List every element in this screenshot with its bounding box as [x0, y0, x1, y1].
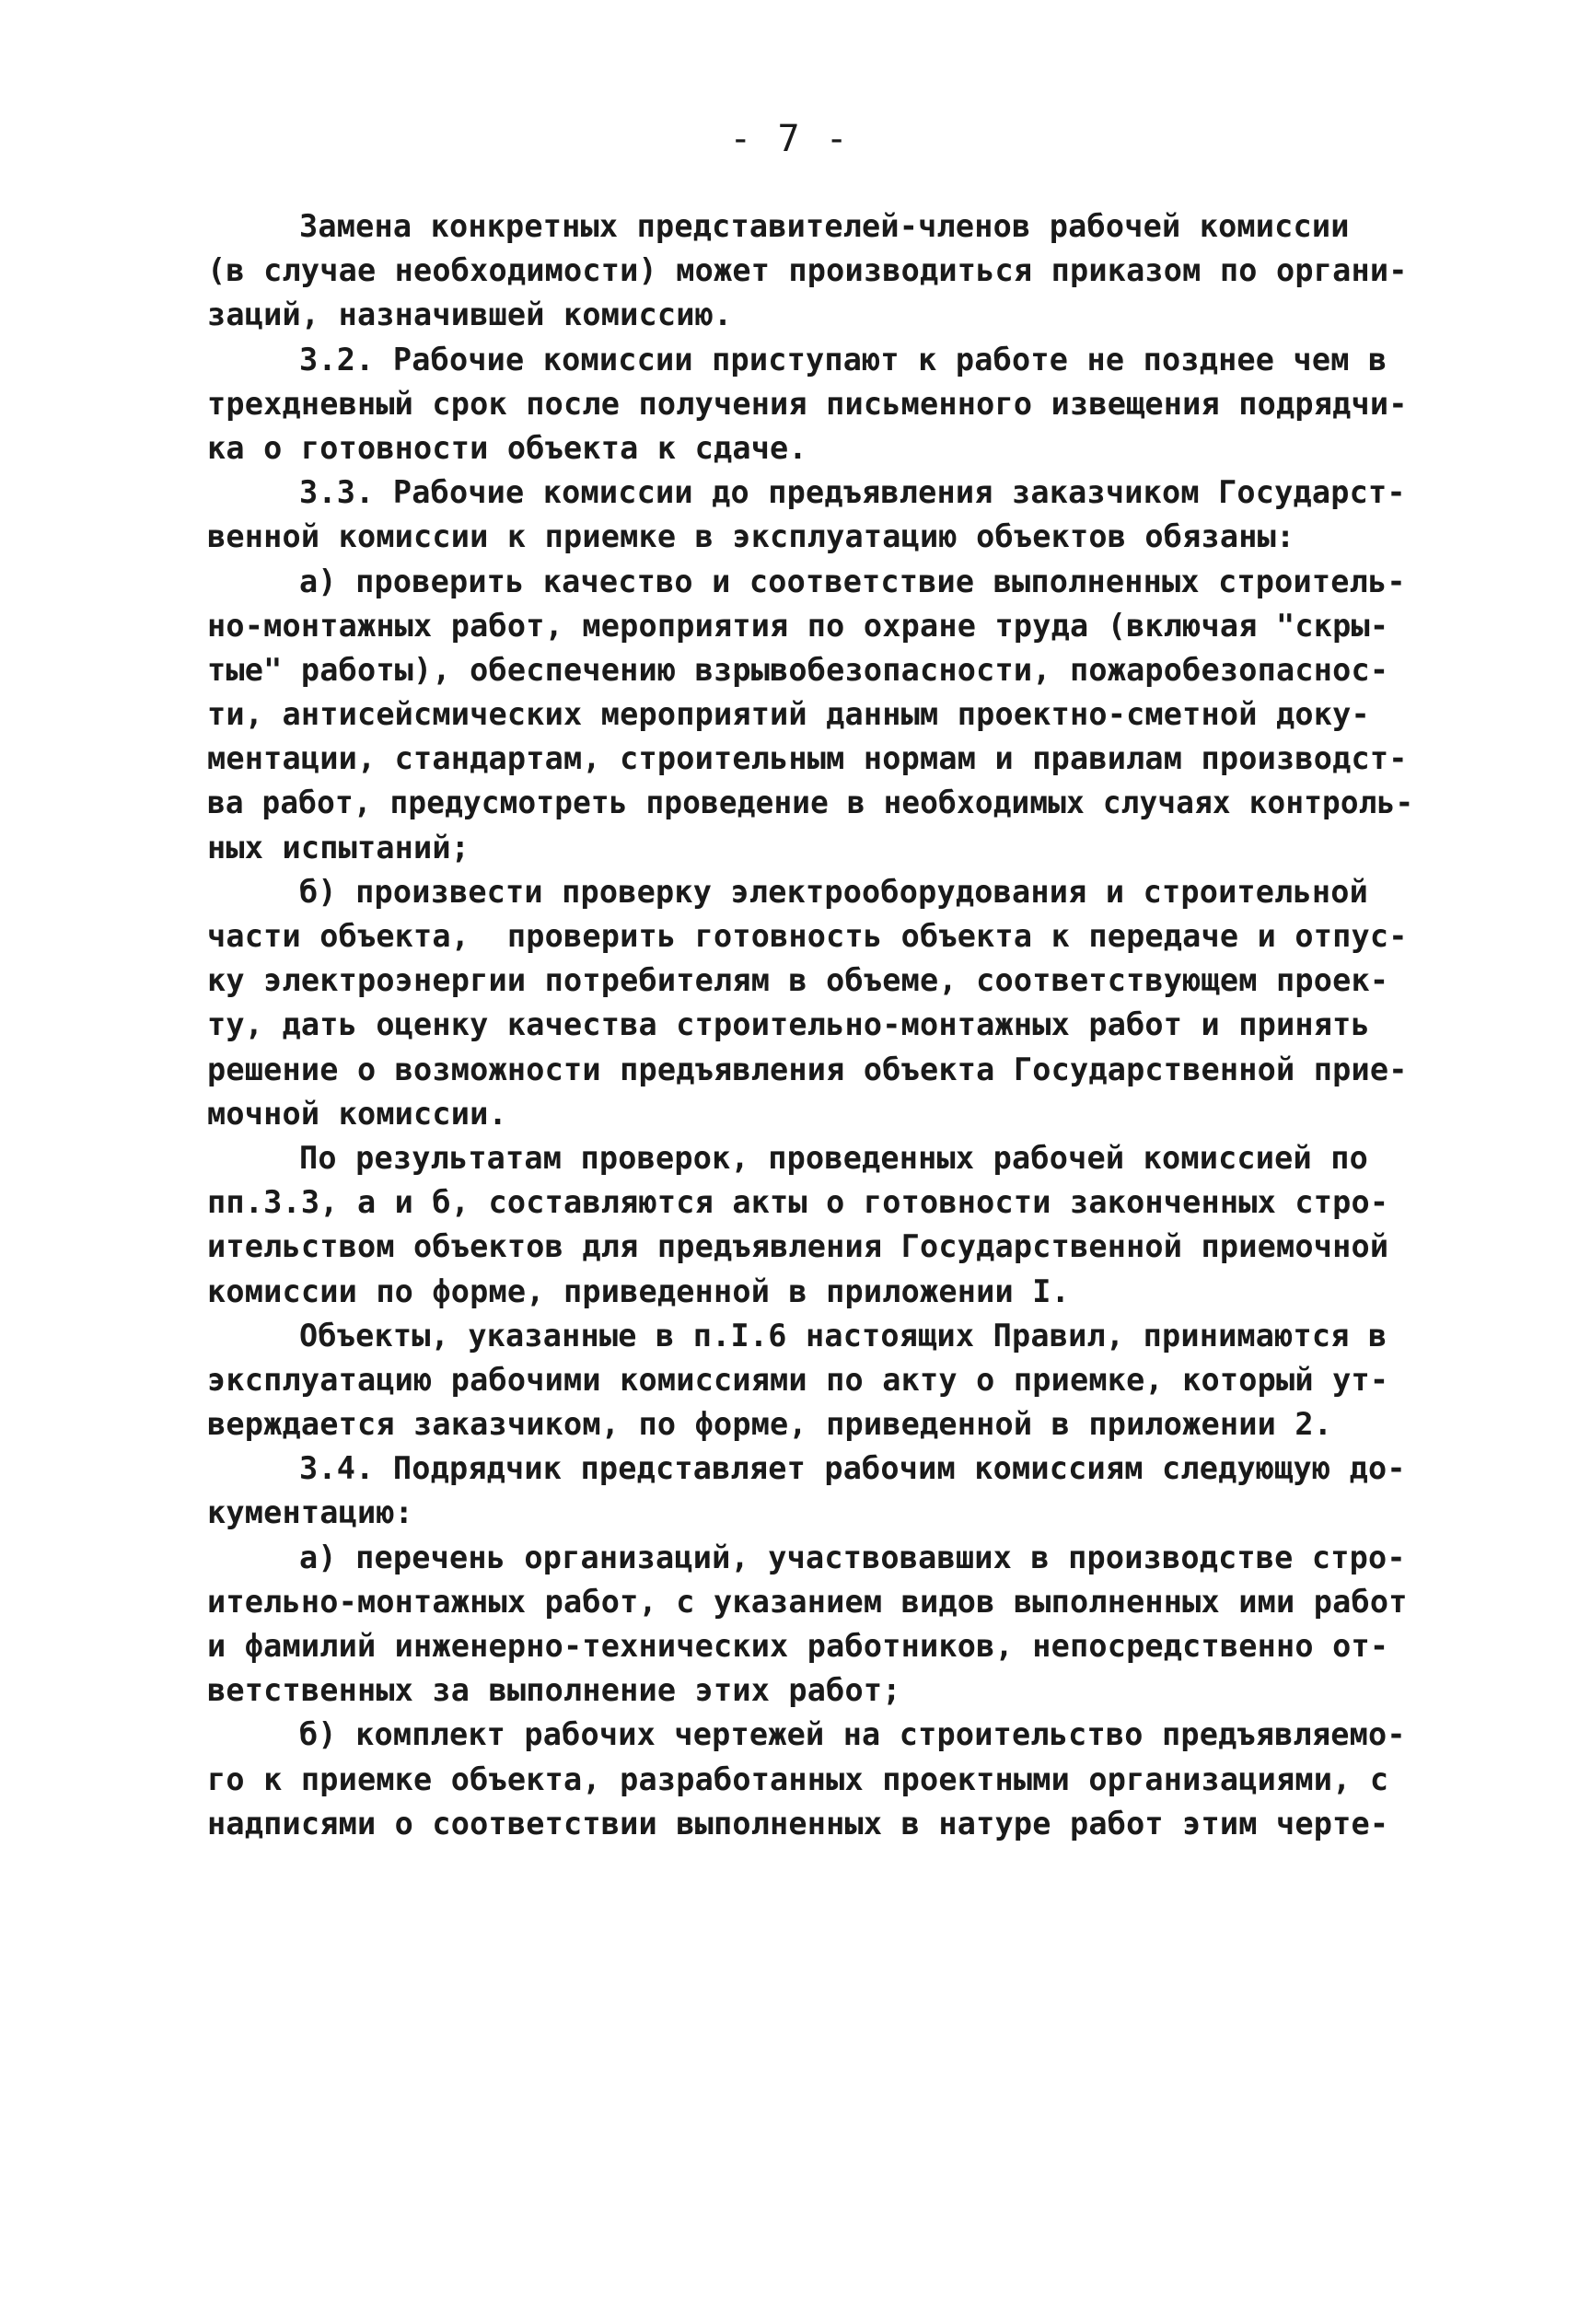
- text-line: ка о готовности объекта к сдаче.: [207, 429, 807, 466]
- text-line: решение о возможности предъявления объекта Государственной прие-: [207, 1051, 1408, 1087]
- text-line: части объекта, проверить готовность объекта к передаче и отпус-: [207, 918, 1408, 954]
- text-line: 3.3. Рабочие комиссии до предъявления заказчиком Государст-: [299, 474, 1406, 511]
- text-line: б) комплект рабочих чертежей на строительство предъявляемо-: [299, 1716, 1406, 1753]
- text-line: верждается заказчиком, по форме, приведенной в приложении 2.: [207, 1406, 1333, 1443]
- text-line: мочной комиссии.: [207, 1095, 507, 1132]
- text-line: Объекты, указанные в п.I.6 настоящих Правил, принимаются в: [299, 1317, 1387, 1354]
- text-line: б) произвести проверку электрооборудования и строительной: [299, 873, 1369, 910]
- text-line: но-монтажных работ, мероприятия по охране труда (включая "скры-: [207, 607, 1389, 644]
- text-line: эксплуатацию рабочими комиссиями по акту о приемке, который ут-: [207, 1361, 1389, 1398]
- text-line: ку электроэнергии потребителям в объеме, соответствующем проек-: [207, 962, 1389, 999]
- text-line: и фамилий инженерно-технических работников, непосредственно от-: [207, 1628, 1389, 1664]
- text-line: комиссии по форме, приведенной в приложении I.: [207, 1272, 1070, 1309]
- text-line: ментации, стандартам, строительным нормам и правилам производст-: [207, 740, 1408, 777]
- text-line: ительно-монтажных работ, с указанием видов выполненных ими работ: [207, 1583, 1408, 1620]
- text-line: ту, дать оценку качества строительно-монтажных работ и принять: [207, 1006, 1370, 1043]
- text-line: Замена конкретных представителей-членов рабочей комиссии: [299, 208, 1350, 244]
- text-line: а) проверить качество и соответствие выполненных строитель-: [299, 563, 1406, 599]
- text-line: пп.3.3, а и б, составляются акты о готовности законченных стро-: [207, 1184, 1389, 1221]
- text-line: ва работ, предусмотреть проведение в необходимых случаях контроль-: [207, 784, 1414, 821]
- text-line: ительством объектов для предъявления Государственной приемочной: [207, 1228, 1389, 1265]
- text-line: ных испытаний;: [207, 829, 470, 866]
- text-line: а) перечень организаций, участвовавших в производстве стро-: [299, 1539, 1406, 1575]
- text-line: ти, антисейсмических мероприятий данным проектно-сметной доку-: [207, 696, 1370, 733]
- text-line: заций, назначившей комиссию.: [207, 296, 733, 333]
- text-line: (в случае необходимости) может производиться приказом по органи-: [207, 252, 1408, 289]
- text-line: тые" работы), обеспечению взрывобезопасности, пожаробезопаснос-: [207, 651, 1389, 688]
- text-line: венной комиссии к приемке в эксплуатацию объектов обязаны:: [207, 518, 1295, 555]
- text-line: По результатам проверок, проведенных рабочей комиссией по: [299, 1139, 1369, 1176]
- page-number: - 7 -: [729, 118, 850, 160]
- text-line: 3.2. Рабочие комиссии приступают к работе не позднее чем в: [299, 341, 1387, 378]
- document-body: [207, 204, 1413, 1846]
- text-line: го к приемке объекта, разработанных проектными организациями, с: [207, 1760, 1389, 1797]
- text-line: ветственных за выполнение этих работ;: [207, 1672, 901, 1709]
- text-line: кументацию:: [207, 1494, 414, 1531]
- text-line: трехдневный срок после получения письменного извещения подрядчи-: [207, 385, 1408, 422]
- text-line: надписями о соответствии выполненных в натуре работ этим черте-: [207, 1805, 1389, 1842]
- text-line: 3.4. Подрядчик представляет рабочим комиссиям следующую до-: [299, 1450, 1406, 1487]
